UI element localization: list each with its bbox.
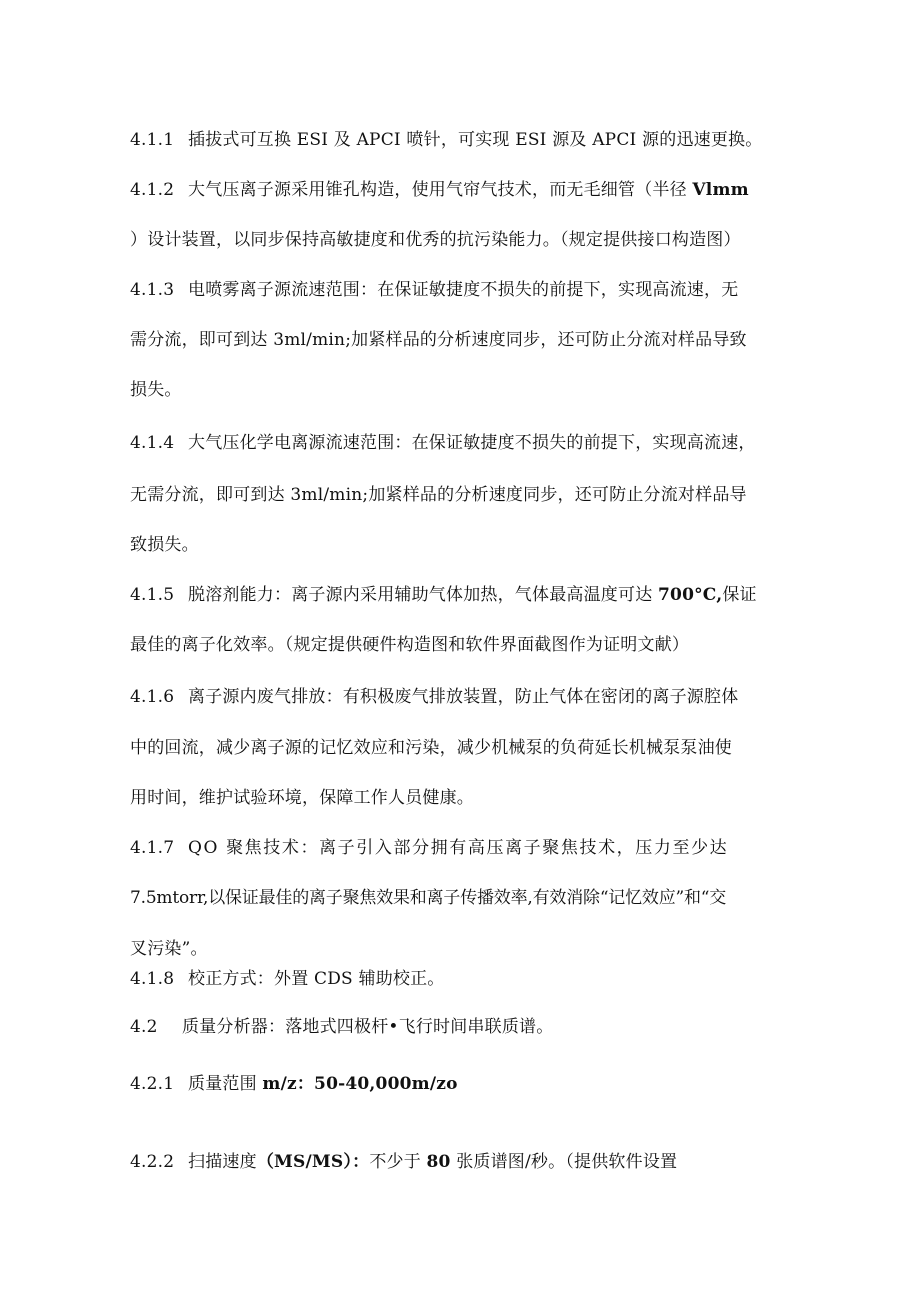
paragraph-line xyxy=(130,279,738,301)
line-text: 叉污染”。 xyxy=(130,939,208,959)
bold-text: 700°C, xyxy=(658,585,723,605)
paragraph-line xyxy=(130,1151,677,1173)
section-number: 4.2.1 xyxy=(130,1074,175,1094)
line-text: 最佳的离子化效率。（规定提供硬件构造图和软件界面截图作为证明文献） xyxy=(130,635,690,655)
paragraph-line xyxy=(130,129,762,151)
paragraph-line xyxy=(130,229,741,251)
section-number: 4.2.2 xyxy=(130,1152,175,1172)
line-text: QO 聚焦技术：离子引入部分拥有高压离子聚焦技术，压力至少达 xyxy=(188,838,729,858)
paragraph-line xyxy=(130,179,749,201)
paragraph-line xyxy=(130,737,732,759)
section-number: 4.1.5 xyxy=(130,585,175,605)
paragraph-line xyxy=(130,379,182,401)
line-text: 质量范围 xyxy=(188,1074,263,1094)
line-text: 扫描速度 xyxy=(188,1152,257,1172)
section-number: 4.1.2 xyxy=(130,180,175,200)
paragraph-line xyxy=(130,484,747,506)
paragraph-line xyxy=(130,968,445,990)
paragraph-line xyxy=(130,686,738,708)
section-number: 4.1.6 xyxy=(130,687,175,707)
line-text: 7.5mtorr,以保证最佳的离子聚焦效果和离子传播效率,有效消除“记忆效应”和“交 xyxy=(130,888,727,908)
paragraph-line xyxy=(130,938,208,960)
bold-number: 80 xyxy=(426,1152,451,1172)
line-text: 中的回流，减少离子源的记忆效应和污染，减少机械泵的负荷延长机械泵泵油使 xyxy=(130,738,732,758)
line-text-tail: 张质谱图/秒。（提供软件设置 xyxy=(450,1152,678,1172)
section-number: 4.1.8 xyxy=(130,969,175,989)
line-text: 质量分析器：落地式四极杆•飞行时间串联质谱。 xyxy=(182,1017,554,1037)
line-text: 插拔式可互换 ESI 及 APCI 喷针，可实现 ESI 源及 APCI 源的迅速更换。 xyxy=(188,130,763,150)
paragraph-line xyxy=(130,634,689,656)
section-number: 4.1.7 xyxy=(130,838,175,858)
bold-text: （MS/MS）： xyxy=(256,1152,370,1172)
section-number: 4.1.4 xyxy=(130,433,175,453)
bold-text: m/z：50-40,000m/zo xyxy=(262,1074,458,1094)
line-text: 大气压化学电离源流速范围：在保证敏捷度不损失的前提下，实现高流速， xyxy=(188,433,756,453)
bold-text: Vlmm xyxy=(692,180,749,200)
line-text: ）设计装置，以同步保持高敏捷度和优秀的抗污染能力。（规定提供接口构造图） xyxy=(130,230,741,250)
line-text: 脱溶剂能力：离子源内采用辅助气体加热，气体最高温度可达 xyxy=(188,585,659,605)
paragraph-line xyxy=(130,1073,458,1095)
paragraph-line xyxy=(130,329,747,351)
paragraph-line xyxy=(130,837,728,859)
paragraph-line xyxy=(130,787,474,809)
line-text: 大气压离子源采用锥孔构造，使用气帘气技术，而无毛细管（半径 xyxy=(188,180,693,200)
paragraph-line xyxy=(130,1016,553,1038)
line-text: 校正方式：外置 CDS 辅助校正。 xyxy=(188,969,445,989)
line-text: 致损失。 xyxy=(130,535,199,555)
line-text: 损失。 xyxy=(130,380,182,400)
line-text: 需分流，即可到达 3ml/min;加紧样品的分析速度同步，还可防止分流对样品导致 xyxy=(130,330,747,350)
line-text-tail: 保证 xyxy=(722,585,757,605)
paragraph-line xyxy=(130,432,756,454)
paragraph-line xyxy=(130,534,199,556)
section-number: 4.1.1 xyxy=(130,130,175,150)
line-text: 离子源内废气排放：有积极废气排放装置，防止气体在密闭的离子源腔体 xyxy=(188,687,739,707)
section-number: 4.1.3 xyxy=(130,280,175,300)
line-text: 电喷雾离子源流速范围：在保证敏捷度不损失的前提下，实现高流速，无 xyxy=(188,280,739,300)
line-text-tail: 不少于 xyxy=(369,1152,427,1172)
section-number: 4.2 xyxy=(130,1017,158,1037)
paragraph-line xyxy=(130,584,757,606)
line-text: 无需分流，即可到达 3ml/min;加紧样品的分析速度同步，还可防止分流对样品导 xyxy=(130,485,747,505)
paragraph-line xyxy=(130,887,726,909)
line-text: 用时间，维护试验环境，保障工作人员健康。 xyxy=(130,788,474,808)
